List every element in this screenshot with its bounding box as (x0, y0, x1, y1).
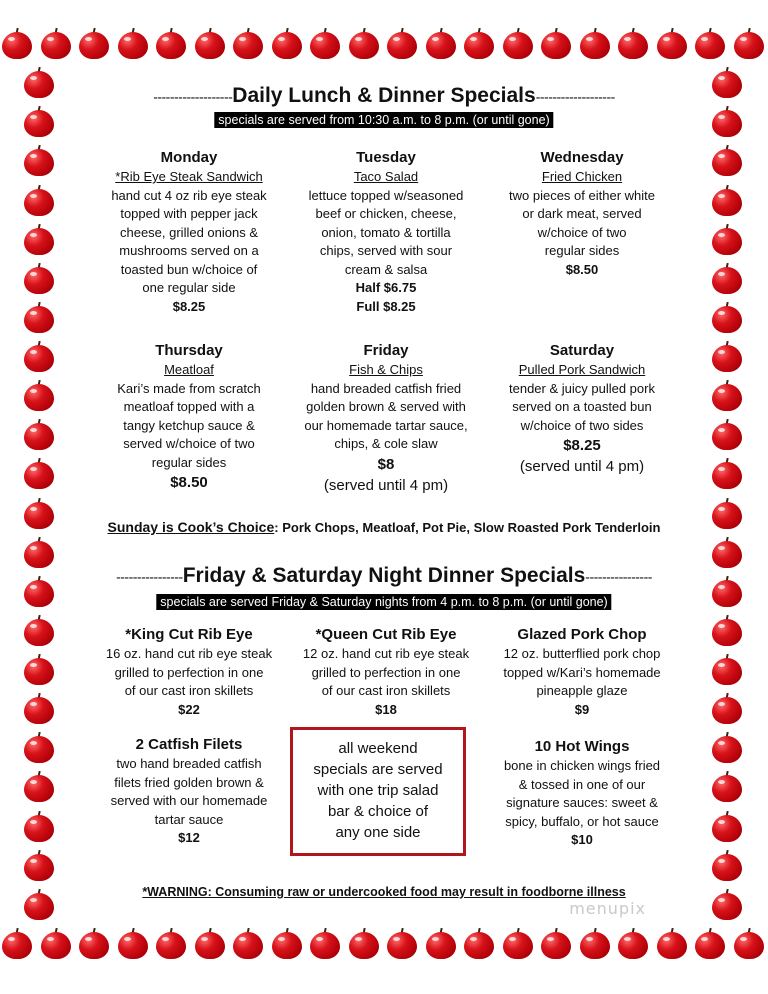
friday-special (286, 341, 486, 496)
monday-special (89, 148, 289, 316)
price: $8.25 (563, 437, 601, 454)
desc-line: 16 oz. hand cut rib eye steak (105, 646, 273, 661)
box-line: with one trip salad (317, 782, 439, 799)
thursday-special (89, 341, 289, 494)
desc-line: Kari’s made from scratch (117, 380, 261, 396)
apple-icon (387, 28, 417, 60)
apple-icon (79, 28, 109, 60)
price-full: Full $8.25 (356, 298, 416, 314)
apple-icon (2, 28, 32, 60)
day-name: Monday (160, 149, 218, 166)
apple-icon (464, 928, 494, 960)
day-name: Friday (363, 342, 409, 359)
price: $8 (377, 455, 395, 473)
apple-icon (233, 928, 263, 960)
apple-icon (24, 850, 54, 882)
desc-line: bone in chicken wings fried (503, 758, 661, 773)
apple-icon (349, 28, 379, 60)
apple-icon (712, 106, 742, 138)
day-name: Wednesday (540, 149, 624, 166)
desc-line: toasted bun w/choice of (120, 261, 258, 277)
apple-icon (541, 28, 571, 60)
day-name: Thursday (155, 342, 223, 359)
apple-icon (712, 615, 742, 647)
desc-line: w/choice of two sides (520, 417, 644, 433)
desc-line: spicy, buffalo, or hot sauce (505, 813, 659, 829)
box-line: bar & choice of (327, 803, 429, 820)
apple-icon (24, 693, 54, 725)
apple-icon (712, 185, 742, 217)
apple-icon (24, 537, 54, 569)
desc-line: topped w/Kari’s homemade (503, 664, 661, 680)
dish-name: Fried Chicken (541, 169, 623, 184)
desc-line: cream & salsa (344, 261, 428, 277)
dish-name: Fish & Chips (349, 362, 423, 377)
apple-icon (503, 928, 533, 960)
apple-icon (618, 928, 648, 960)
apple-icon (24, 771, 54, 803)
weekend-title: ----------------Friday & Saturday Night Dinner Specials---------------- (116, 564, 652, 587)
desc-line: our homemade tartar sauce, (304, 417, 468, 433)
apple-icon (712, 732, 742, 764)
dish-name: Meatloaf (164, 362, 214, 377)
desc-line: meatloaf topped with a (123, 399, 255, 414)
desc-line: signature sauces: sweet & (506, 795, 658, 810)
apple-icon (24, 145, 54, 177)
desc-line: grilled to perfection in one (114, 664, 264, 680)
apple-icon (41, 28, 71, 60)
item-name: 10 Hot Wings (534, 738, 630, 755)
price: $10 (571, 832, 593, 847)
sunday-line (72, 519, 696, 535)
sunday-label: Sunday is Cook’s Choice (107, 519, 275, 535)
desc-line: served with our homemade (110, 793, 268, 808)
dish-name: *Rib Eye Steak Sandwich (115, 169, 263, 184)
apple-icon (712, 263, 742, 295)
price: $8.50 (565, 261, 599, 277)
apple-icon (24, 341, 54, 373)
apple-icon (24, 419, 54, 451)
apple-icon (24, 380, 54, 412)
apple-icon (712, 302, 742, 334)
desc-line: beef or chicken, cheese, (315, 206, 457, 221)
apple-icon (24, 302, 54, 334)
apple-icon (118, 928, 148, 960)
sunday-items: : Pork Chops, Meatloaf, Pot Pie, Slow Roasted Pork Tenderloin (274, 520, 661, 535)
apple-icon (24, 185, 54, 217)
hot-wings-special (482, 737, 682, 850)
catfish-filets-special (89, 735, 289, 848)
item-name: 2 Catfish Filets (135, 736, 243, 753)
apple-icon (79, 928, 109, 960)
apple-icon (24, 889, 54, 921)
apple-icon (712, 693, 742, 725)
desc-line: pineapple glaze (536, 683, 628, 698)
apple-icon (712, 224, 742, 256)
wednesday-special (482, 148, 682, 279)
apple-icon (464, 28, 494, 60)
desc-line: golden brown & served with (306, 399, 466, 414)
desc-line: hand breaded catfish fried (310, 380, 462, 396)
price: $12 (178, 830, 200, 845)
apple-icon (24, 498, 54, 530)
desc-line: regular sides (151, 454, 227, 470)
price: $9 (574, 701, 590, 717)
desc-line: tender & juicy pulled pork (509, 380, 655, 396)
apple-icon (118, 28, 148, 60)
desc-line: tartar sauce (154, 811, 224, 827)
apple-icon (618, 28, 648, 60)
box-line: any one side (335, 824, 421, 841)
apple-icon (580, 928, 610, 960)
apple-icon (712, 889, 742, 921)
tuesday-special (286, 148, 486, 316)
queen-cut-special (286, 625, 486, 719)
food-warning: *WARNING: Consuming raw or undercooked food may result in foodborne illness (142, 885, 626, 899)
apple-icon (310, 928, 340, 960)
apple-icon (712, 67, 742, 99)
day-name: Tuesday (356, 149, 416, 166)
apple-icon (310, 28, 340, 60)
apple-icon (24, 654, 54, 686)
desc-line: of our cast iron skillets (321, 683, 451, 698)
apple-icon (156, 928, 186, 960)
weekend-hours-bar: specials are served Friday & Saturday nights from 4 p.m. to 8 p.m. (or until gone) (156, 594, 611, 610)
desc-line: & tossed in one of our (518, 776, 646, 792)
apple-icon (349, 928, 379, 960)
desc-line: w/choice of two (537, 224, 627, 240)
daily-hours-bar: specials are served from 10:30 a.m. to 8 p.m. (or until gone) (214, 112, 553, 128)
apple-icon (580, 28, 610, 60)
price: $22 (178, 701, 200, 717)
desc-line: one regular side (142, 280, 236, 295)
saturday-special (482, 341, 682, 477)
apple-icon (712, 850, 742, 882)
apple-icon (195, 28, 225, 60)
daily-title: -------------------Daily Lunch & Dinner Specials------------------- (153, 84, 615, 107)
apple-icon (233, 28, 263, 60)
desc-line: of our cast iron skillets (124, 683, 254, 698)
apple-icon (272, 928, 302, 960)
apple-icon (712, 380, 742, 412)
price: $18 (375, 701, 397, 717)
apple-icon (712, 341, 742, 373)
desc-line: 12 oz. hand cut rib eye steak (302, 646, 470, 661)
day-name: Saturday (549, 342, 615, 359)
desc-line: filets fried golden brown & (114, 774, 264, 790)
apple-icon (24, 224, 54, 256)
apple-icon (195, 928, 225, 960)
apple-icon (695, 928, 725, 960)
apple-icon (712, 771, 742, 803)
apple-icon (695, 28, 725, 60)
item-name: Glazed Pork Chop (517, 626, 647, 643)
price-half: Half $6.75 (355, 280, 417, 295)
king-cut-special (89, 625, 289, 719)
item-name: *Queen Cut Rib Eye (315, 626, 457, 643)
apple-icon (387, 928, 417, 960)
desc-line: hand cut 4 oz rib eye steak (111, 187, 267, 203)
apple-icon (503, 28, 533, 60)
apple-icon (712, 537, 742, 569)
desc-line: chips, served with sour (319, 243, 453, 258)
apple-icon (2, 928, 32, 960)
menu-content (72, 84, 696, 914)
served-until-note: (served until 4 pm) (323, 476, 449, 494)
dish-name: Pulled Pork Sandwich (518, 362, 646, 377)
apple-icon (24, 811, 54, 843)
apple-icon (734, 28, 764, 60)
desc-line: 12 oz. butterflied pork chop (503, 646, 661, 661)
apple-icon (541, 928, 571, 960)
desc-line: chips, & cole slaw (334, 436, 438, 451)
price: $8.25 (172, 298, 206, 314)
desc-line: two pieces of either white (509, 187, 655, 203)
apple-icon (41, 928, 71, 960)
desc-line: or dark meat, served (522, 206, 642, 221)
desc-line: mushrooms served on a (119, 243, 259, 258)
pork-chop-special (482, 625, 682, 719)
desc-line: onion, tomato & tortilla (321, 224, 451, 240)
apple-icon (712, 458, 742, 490)
price: $8.50 (170, 474, 208, 491)
apple-icon (734, 928, 764, 960)
box-line: specials are served (313, 761, 443, 778)
apple-icon (24, 106, 54, 138)
desc-line: lettuce topped w/seasoned (308, 187, 464, 203)
box-line: all weekend (338, 740, 418, 757)
apple-icon (712, 498, 742, 530)
apple-icon (712, 576, 742, 608)
apple-icon (712, 654, 742, 686)
desc-line: topped with pepper jack (120, 206, 258, 221)
apple-icon (712, 419, 742, 451)
desc-line: regular sides (544, 243, 620, 258)
served-until-note: (served until 4 pm) (519, 458, 645, 475)
watermark-text: menupix (569, 899, 646, 918)
desc-line: tangy ketchup sauce & (123, 417, 255, 433)
apple-icon (24, 458, 54, 490)
apple-icon (426, 28, 456, 60)
weekend-salad-box (290, 727, 466, 856)
apple-icon (657, 28, 687, 60)
item-name: *King Cut Rib Eye (125, 626, 253, 643)
apple-icon (712, 145, 742, 177)
apple-icon (24, 576, 54, 608)
apple-icon (712, 811, 742, 843)
desc-line: served w/choice of two (123, 436, 255, 451)
apple-icon (657, 928, 687, 960)
apple-icon (156, 28, 186, 60)
dish-name: Taco Salad (353, 169, 419, 184)
apple-icon (24, 67, 54, 99)
apple-icon (24, 732, 54, 764)
apple-icon (426, 928, 456, 960)
apple-icon (24, 615, 54, 647)
desc-line: two hand breaded catfish (116, 756, 262, 771)
apple-icon (24, 263, 54, 295)
apple-icon (272, 28, 302, 60)
desc-line: served on a toasted bun (512, 399, 652, 414)
desc-line: cheese, grilled onions & (119, 224, 259, 240)
desc-line: grilled to perfection in one (311, 664, 461, 680)
